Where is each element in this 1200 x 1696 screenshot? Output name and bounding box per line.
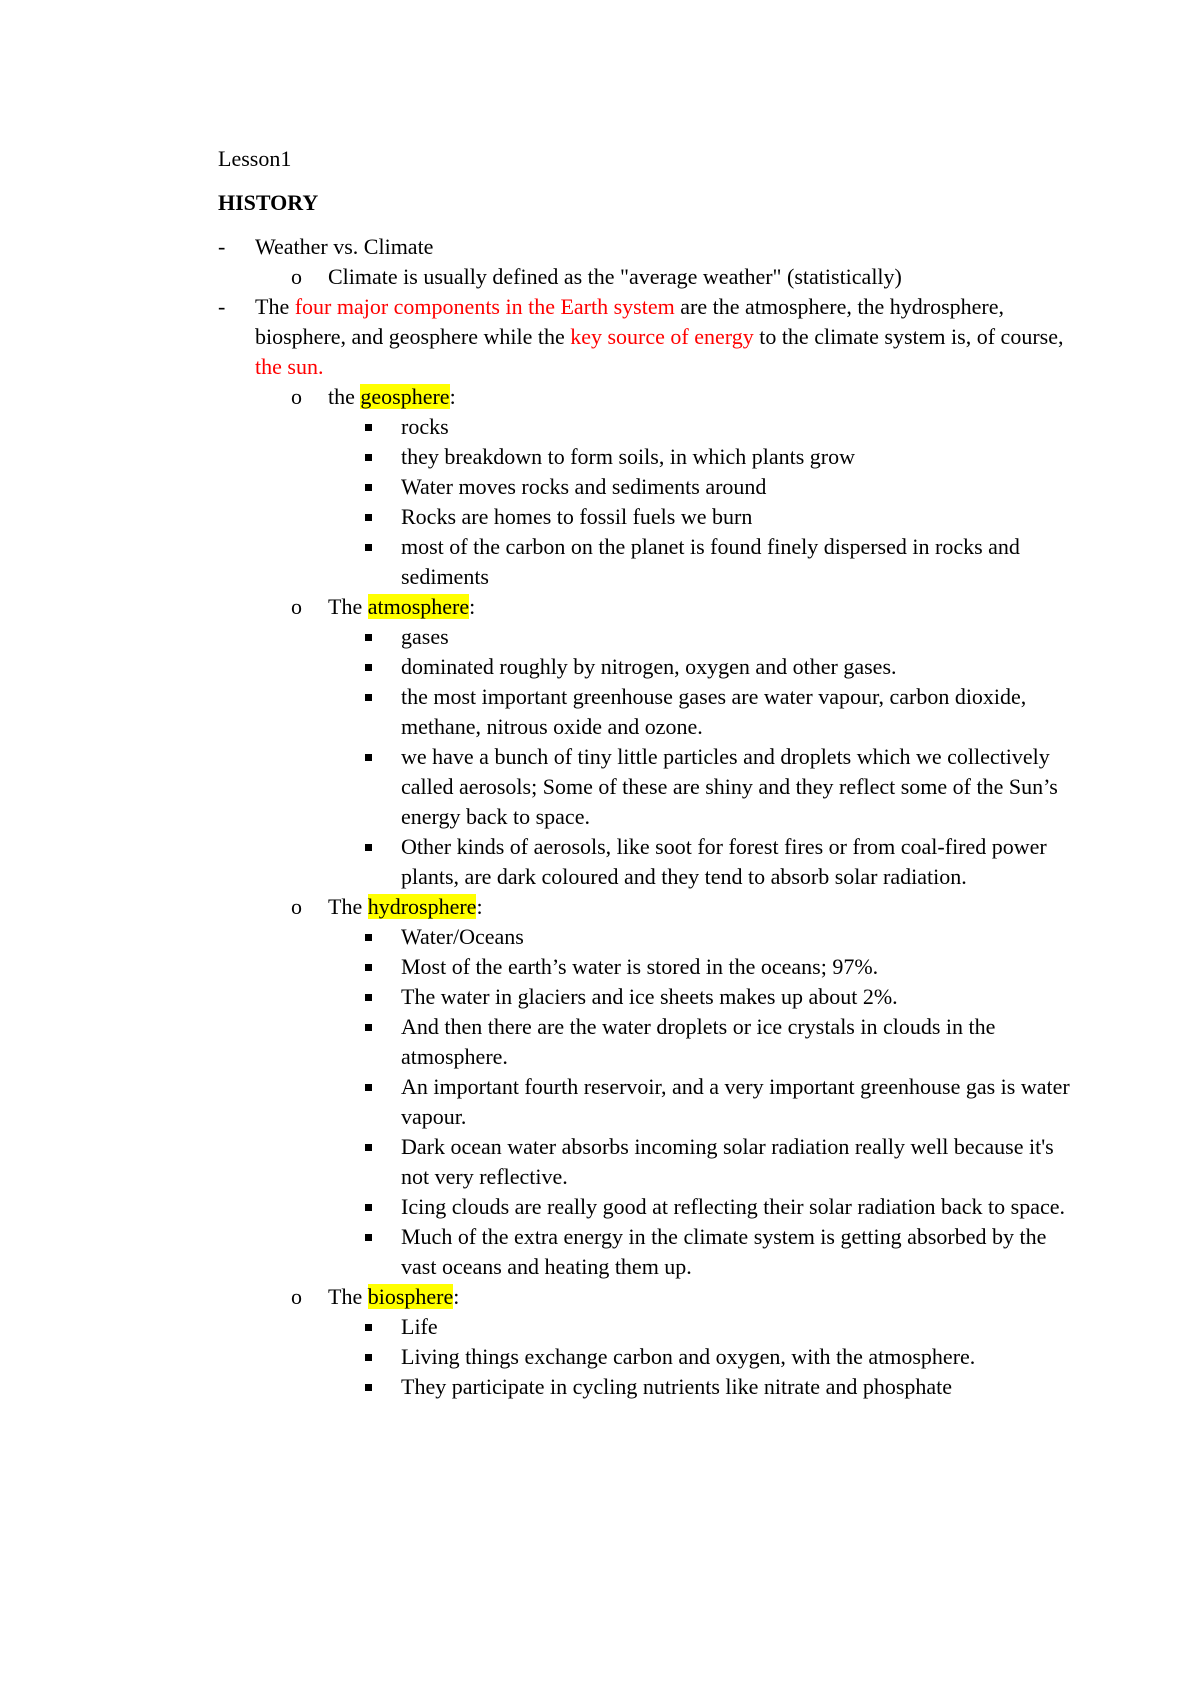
square-bullet	[365, 664, 372, 671]
item-text: they breakdown to form soils, in which plants grow	[401, 444, 855, 469]
detail-list	[365, 1312, 1078, 1402]
list-item-earth-components	[218, 292, 1078, 1402]
highlighted-term: hydrosphere	[367, 894, 477, 919]
item-text: most of the carbon on the planet is found finely dispersed in rocks and sediments	[401, 534, 1020, 589]
component-list	[291, 382, 1078, 1402]
list-item	[365, 442, 1078, 472]
square-bullet	[365, 634, 372, 641]
square-bullet	[365, 844, 372, 851]
section-heading: HISTORY	[218, 190, 319, 215]
text-run: The	[328, 894, 368, 919]
list-item	[365, 412, 1078, 442]
item-text: Other kinds of aerosols, like soot for forest fires or from coal-fired power plants, are dark coloured and they tend to absorb solar radiation.	[401, 834, 1047, 889]
square-bullet	[365, 694, 372, 701]
item-text	[255, 294, 1063, 379]
item-text: Water moves rocks and sediments around	[401, 474, 767, 499]
text-run: :	[453, 1284, 460, 1309]
document-body	[218, 144, 1078, 1402]
list-item-geosphere	[291, 382, 1078, 592]
item-text	[328, 1284, 459, 1309]
square-bullet	[365, 1024, 372, 1031]
square-bullet	[365, 484, 372, 491]
item-text	[328, 594, 475, 619]
list-item-atmosphere	[291, 592, 1078, 892]
text-run: :	[476, 894, 483, 919]
square-bullet	[365, 514, 372, 521]
square-bullet	[365, 994, 372, 1001]
detail-list	[365, 922, 1078, 1282]
list-item	[365, 1372, 1078, 1402]
highlighted-term: atmosphere	[367, 594, 470, 619]
sub-list	[291, 262, 1078, 292]
dash-bullet: -	[218, 234, 226, 259]
square-bullet	[365, 544, 372, 551]
list-item	[365, 502, 1078, 532]
item-text	[328, 384, 456, 409]
item-text: Icing clouds are really good at reflecting their solar radiation back to space.	[401, 1194, 1066, 1219]
square-bullet	[365, 964, 372, 971]
emphasis-text: four major components in the Earth system	[294, 294, 675, 319]
list-item-biosphere	[291, 1282, 1078, 1402]
item-text: Weather vs. Climate	[255, 234, 434, 259]
list-item	[365, 1192, 1078, 1222]
list-item	[365, 1012, 1078, 1072]
item-text: Water/Oceans	[401, 924, 524, 949]
item-text: Rocks are homes to fossil fuels we burn	[401, 504, 753, 529]
square-bullet	[365, 1354, 372, 1361]
square-bullet	[365, 1384, 372, 1391]
item-text: Climate is usually defined as the "average weather" (statistically)	[328, 264, 902, 289]
square-bullet	[365, 1084, 372, 1091]
circle-bullet: o	[291, 894, 302, 919]
item-text: An important fourth reservoir, and a very important greenhouse gas is water vapour.	[401, 1074, 1070, 1129]
list-item	[365, 952, 1078, 982]
detail-list	[365, 412, 1078, 592]
list-item	[365, 472, 1078, 502]
item-text: gases	[401, 624, 449, 649]
list-item	[365, 982, 1078, 1012]
list-item-climate-definition	[291, 262, 1078, 292]
highlighted-term: biosphere	[367, 1284, 454, 1309]
list-item	[365, 1072, 1078, 1132]
item-text: we have a bunch of tiny little particles and droplets which we collectively called aerosols; Some of these are shiny and they reflect some of the Sun’s energy back to space.	[401, 744, 1058, 829]
list-item	[365, 922, 1078, 952]
item-text: the most important greenhouse gases are water vapour, carbon dioxide, methane, nitrous oxide and ozone.	[401, 684, 1027, 739]
list-item	[365, 832, 1078, 892]
list-item	[365, 1132, 1078, 1192]
emphasis-text: key source of energy	[570, 324, 754, 349]
circle-bullet: o	[291, 264, 302, 289]
item-text: Much of the extra energy in the climate system is getting absorbed by the vast oceans and heating them up.	[401, 1224, 1047, 1279]
circle-bullet: o	[291, 384, 302, 409]
circle-bullet: o	[291, 1284, 302, 1309]
item-text	[328, 894, 483, 919]
square-bullet	[365, 1144, 372, 1151]
square-bullet	[365, 754, 372, 761]
outline-list	[218, 232, 1078, 1402]
list-item	[365, 622, 1078, 652]
list-item	[365, 1222, 1078, 1282]
lesson-label: Lesson1	[218, 146, 292, 171]
item-text: dominated roughly by nitrogen, oxygen and other gases.	[401, 654, 897, 679]
list-item-hydrosphere	[291, 892, 1078, 1282]
square-bullet	[365, 934, 372, 941]
text-run: The	[328, 1284, 368, 1309]
text-run: :	[469, 594, 476, 619]
square-bullet	[365, 454, 372, 461]
list-item	[365, 1342, 1078, 1372]
text-run: to the climate system is, of course,	[753, 324, 1064, 349]
circle-bullet: o	[291, 594, 302, 619]
list-item	[365, 532, 1078, 592]
dash-bullet: -	[218, 294, 226, 319]
list-item	[365, 682, 1078, 742]
list-item-weather-vs-climate	[218, 232, 1078, 292]
item-text: rocks	[401, 414, 449, 439]
item-text: They participate in cycling nutrients like nitrate and phosphate	[401, 1374, 953, 1399]
square-bullet	[365, 424, 372, 431]
item-text: The water in glaciers and ice sheets makes up about 2%.	[401, 984, 898, 1009]
list-item	[365, 652, 1078, 682]
item-text: Living things exchange carbon and oxygen, with the atmosphere.	[401, 1344, 976, 1369]
square-bullet	[365, 1204, 372, 1211]
detail-list	[365, 622, 1078, 892]
text-run: The	[255, 294, 295, 319]
item-text: Most of the earth’s water is stored in the oceans; 97%.	[401, 954, 879, 979]
text-run: The	[328, 594, 368, 619]
item-text: Life	[401, 1314, 438, 1339]
square-bullet	[365, 1234, 372, 1241]
item-text: Dark ocean water absorbs incoming solar radiation really well because it's not very reflective.	[401, 1134, 1054, 1189]
list-item	[365, 742, 1078, 832]
item-text: And then there are the water droplets or ice crystals in clouds in the atmosphere.	[401, 1014, 996, 1069]
text-run: are the atmosphere, the hydrosphere, biosphere, and geosphere while the	[255, 294, 1004, 349]
highlighted-term: geosphere	[360, 384, 450, 409]
square-bullet	[365, 1324, 372, 1331]
text-run: :	[449, 384, 456, 409]
text-run: the	[328, 384, 361, 409]
list-item	[365, 1312, 1078, 1342]
emphasis-text: the sun.	[255, 354, 324, 379]
